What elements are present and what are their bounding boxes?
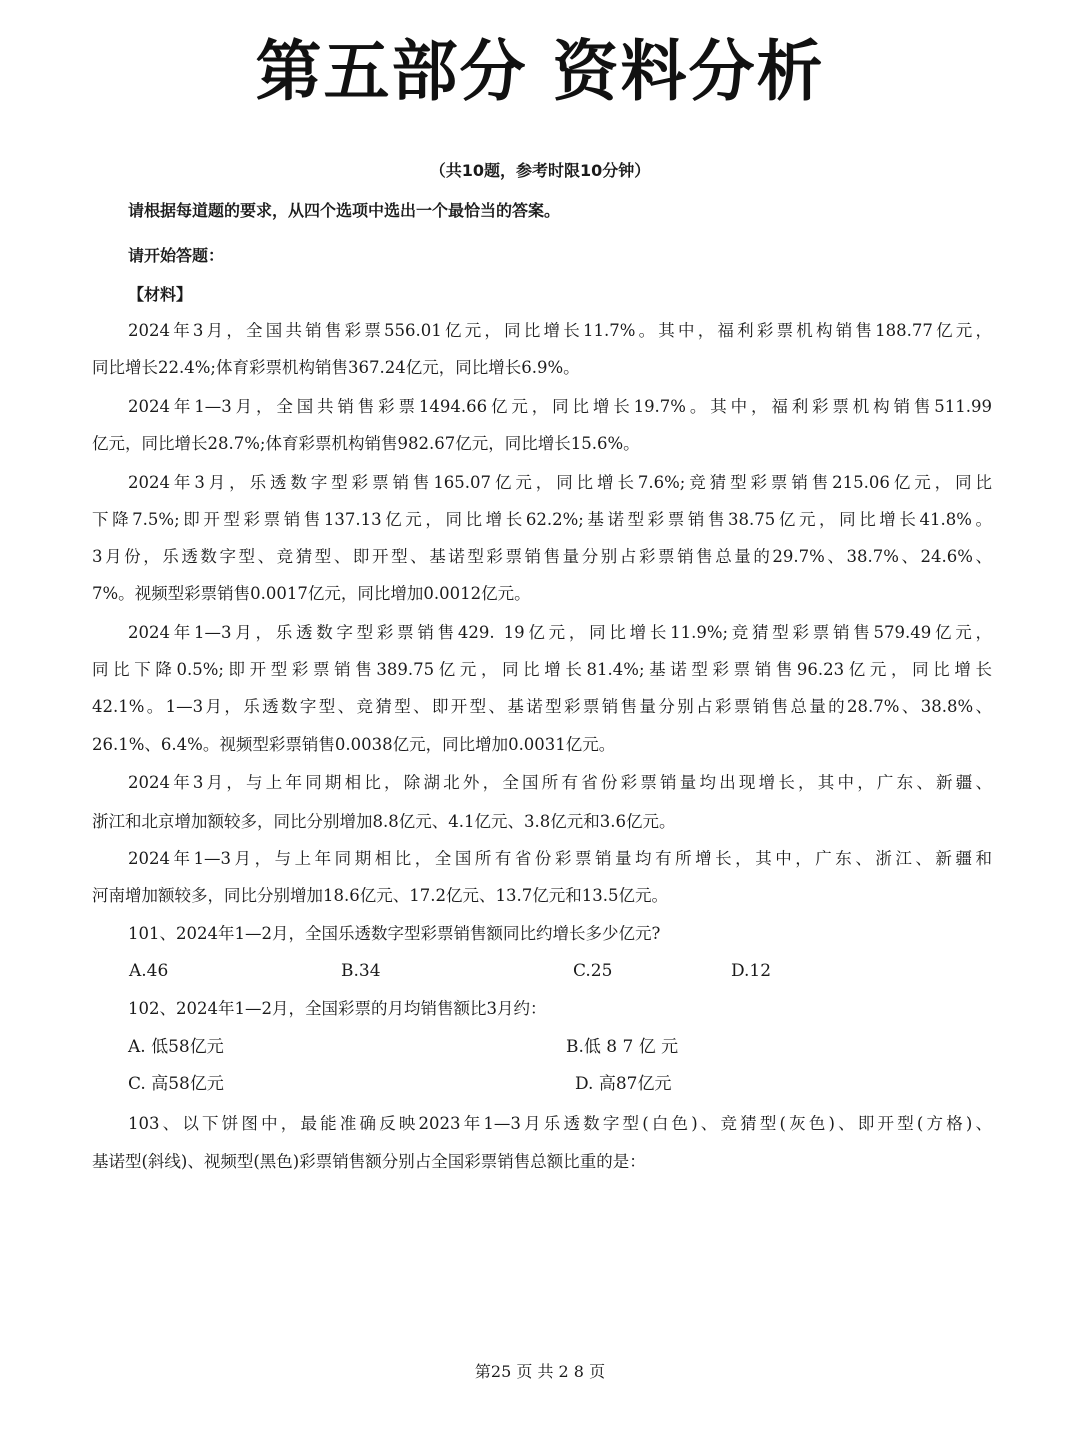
material-line: 同比下降0.5%;即开型彩票销售389.75亿元，同比增长81.4%;基诺型彩票销售96.23亿元，同比增长: [92, 660, 992, 679]
page-title: 第五部分 资料分析: [255, 33, 825, 110]
material-line: 2024年1—3月，与上年同期相比，全国所有省份彩票销量均有所增长，其中，广东、浙江、新疆和: [128, 849, 992, 868]
material-line: 2024年1—3月，乐透数字型彩票销售429. 19亿元，同比增长11.9%;竞猜型彩票销售579.49亿元，: [128, 623, 992, 642]
page-footer: 第25 页 共 2 8 页: [474, 1362, 606, 1381]
q102-option-a: A. 低58亿元: [128, 1037, 224, 1057]
material-line: 2024年3月，与上年同期相比，除湖北外，全国所有省份彩票销量均出现增长，其中，广东、新疆、: [128, 773, 992, 792]
material-line: 河南增加额较多，同比分别增加18.6亿元、17.2亿元、13.7亿元和13.5亿元。: [92, 886, 668, 905]
material-line: 亿元，同比增长28.7%;体育彩票机构销售982.67亿元，同比增长15.6%。: [92, 434, 640, 453]
material-heading: 【材料】: [128, 285, 193, 304]
material-line: 2024年3月，全国共销售彩票556.01亿元，同比增长11.7%。其中，福利彩票机构销售188.77亿元，: [128, 321, 992, 340]
q101-option-c: C.25: [573, 961, 613, 981]
q102-option-b: B.低 8 7 亿 元: [566, 1037, 679, 1057]
material-line: 浙江和北京增加额较多，同比分别增加8.8亿元、4.1亿元、3.8亿元和3.6亿元。: [92, 812, 676, 831]
material-line: 42.1%。1—3月，乐透数字型、竞猜型、即开型、基诺型彩票销售量分别占彩票销售总量的28.7%、38.8%、: [92, 697, 992, 716]
material-line: 同比增长22.4%;体育彩票机构销售367.24亿元，同比增长6.9%。: [92, 358, 580, 377]
question-103-cont: 基诺型(斜线)、视频型(黑色)彩票销售额分别占全国彩票销售总额比重的是：: [92, 1152, 646, 1171]
question-103: 103、以下饼图中，最能准确反映2023年1—3月乐透数字型(白色)、竞猜型(灰色)、即开型(方格)、: [128, 1114, 992, 1133]
section-subtitle: （共10题，参考时限10分钟）: [429, 161, 651, 180]
material-line: 3月份，乐透数字型、竞猜型、即开型、基诺型彩票销售量分别占彩票销售总量的29.7%、38.7%、24.6%、: [92, 547, 992, 566]
material-line: 26.1%、6.4%。视频型彩票销售0.0038亿元，同比增加0.0031亿元。: [92, 735, 616, 754]
q101-option-a: A.46: [129, 961, 169, 981]
material-line: 2024年1—3月，全国共销售彩票1494.66亿元，同比增长19.7%。其中，福利彩票机构销售511.99: [128, 397, 992, 416]
q102-option-c: C. 高58亿元: [128, 1074, 224, 1094]
q102-option-d: D. 高87亿元: [575, 1074, 672, 1094]
instruction-start: 请开始答题：: [128, 246, 225, 265]
q101-option-b: B.34: [341, 961, 381, 981]
material-line: 下降7.5%;即开型彩票销售137.13亿元，同比增长62.2%;基诺型彩票销售38.75亿元，同比增长41.8%。: [92, 510, 992, 529]
material-line: 7%。视频型彩票销售0.0017亿元，同比增加0.0012亿元。: [92, 584, 531, 603]
instruction-choose: 请根据每道题的要求，从四个选项中选出一个最恰当的答案。: [128, 201, 561, 220]
q101-option-d: D.12: [731, 961, 772, 981]
question-102: 102、2024年1—2月，全国彩票的月均销售额比3月约：: [128, 999, 547, 1018]
material-line: 2024年3月，乐透数字型彩票销售165.07亿元，同比增长7.6%;竞猜型彩票销售215.06亿元，同比: [128, 473, 992, 492]
question-101: 101、2024年1—2月，全国乐透数字型彩票销售额同比约增长多少亿元?: [128, 924, 661, 943]
